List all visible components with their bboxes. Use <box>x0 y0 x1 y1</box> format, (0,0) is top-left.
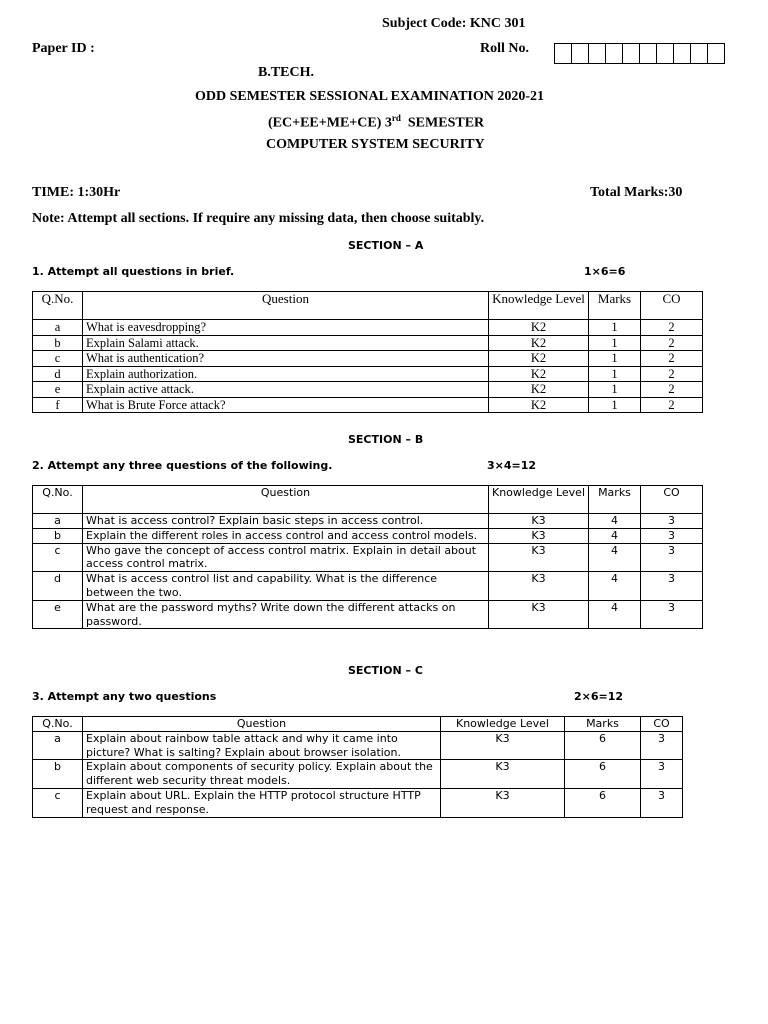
question-number: c <box>33 788 83 817</box>
question-number: b <box>33 528 83 543</box>
col-co: CO <box>641 486 703 514</box>
marks: 6 <box>565 788 641 817</box>
section-a-instruction: 1. Attempt all questions in brief. <box>32 265 235 278</box>
course-outcome: 3 <box>641 528 703 543</box>
question-text: What is access control? Explain basic steps in access control. <box>83 514 489 529</box>
table-row <box>33 335 703 351</box>
col-knowledge: Knowledge Level <box>489 486 589 514</box>
question-text: Explain about URL. Explain the HTTP protocol structure HTTP request and response. <box>83 788 441 817</box>
marks: 4 <box>589 572 641 601</box>
course-outcome: 2 <box>641 397 703 413</box>
roll-digit-box[interactable] <box>554 43 572 64</box>
question-number: a <box>33 514 83 529</box>
section-b-marks: 3×4=12 <box>487 459 537 472</box>
course-outcome: 3 <box>641 600 703 629</box>
col-co: CO <box>641 292 703 320</box>
course-outcome: 3 <box>641 760 683 789</box>
roll-digit-box[interactable] <box>571 43 589 64</box>
col-marks: Marks <box>589 292 641 320</box>
col-question: Question <box>83 486 489 514</box>
roll-digit-box[interactable] <box>622 43 640 64</box>
col-knowledge: Knowledge Level <box>489 292 589 320</box>
question-text: What is authentication? <box>83 351 489 367</box>
question-number: f <box>33 397 83 413</box>
marks: 4 <box>589 600 641 629</box>
question-text: Explain the different roles in access control and access control models. <box>83 528 489 543</box>
table-row <box>33 760 683 789</box>
section-c-marks: 2×6=12 <box>574 690 624 703</box>
note: Note: Attempt all sections. If require any missing data, then choose suitably. <box>32 211 485 226</box>
table-row <box>33 528 703 543</box>
col-qno: Q.No. <box>33 717 83 732</box>
semester-word: SEMESTER <box>407 115 485 131</box>
question-number: e <box>33 382 83 398</box>
knowledge-level: K2 <box>489 320 589 336</box>
table-row <box>33 543 703 572</box>
knowledge-level: K3 <box>489 514 589 529</box>
question-text: What is Brute Force attack? <box>83 397 489 413</box>
table-row <box>33 351 703 367</box>
table-row <box>33 514 703 529</box>
course-outcome: 2 <box>641 382 703 398</box>
knowledge-level: K3 <box>441 788 565 817</box>
knowledge-level: K2 <box>489 382 589 398</box>
course-outcome: 3 <box>641 514 703 529</box>
question-number: c <box>33 351 83 367</box>
marks: 1 <box>589 351 641 367</box>
question-number: a <box>33 320 83 336</box>
branches: (EC+EE+ME+CE) 3 <box>268 115 392 131</box>
table-row <box>33 600 703 629</box>
section-b-table <box>32 485 703 629</box>
question-text: Explain about rainbow table attack and why it came into picture? What is salting? Explain about browser isolation. <box>83 731 441 760</box>
marks: 1 <box>589 397 641 413</box>
knowledge-level: K3 <box>441 760 565 789</box>
question-text: Explain Salami attack. <box>83 335 489 351</box>
total-marks: Total Marks:30 <box>590 185 683 200</box>
roll-digit-box[interactable] <box>707 43 725 64</box>
table-row <box>33 572 703 601</box>
question-number: e <box>33 600 83 629</box>
question-number: d <box>33 572 83 601</box>
question-text: Explain active attack. <box>83 382 489 398</box>
knowledge-level: K2 <box>489 366 589 382</box>
course-outcome: 2 <box>641 366 703 382</box>
col-qno: Q.No. <box>33 292 83 320</box>
roll-digit-box[interactable] <box>673 43 691 64</box>
section-c-table <box>32 716 683 818</box>
section-b-title: SECTION – B <box>348 433 424 446</box>
col-co: CO <box>641 717 683 732</box>
course-outcome: 3 <box>641 572 703 601</box>
col-marks: Marks <box>589 486 641 514</box>
knowledge-level: K3 <box>489 543 589 572</box>
marks: 4 <box>589 543 641 572</box>
section-a-marks: 1×6=6 <box>584 265 626 278</box>
marks: 6 <box>565 731 641 760</box>
knowledge-level: K2 <box>489 335 589 351</box>
exam-title: ODD SEMESTER SESSIONAL EXAMINATION 2020-21 <box>195 89 545 104</box>
marks: 6 <box>565 760 641 789</box>
question-text: Who gave the concept of access control matrix. Explain in detail about access control matrix. <box>83 543 489 572</box>
table-row <box>33 320 703 336</box>
question-number: d <box>33 366 83 382</box>
time-label: TIME: 1:30Hr <box>32 185 121 200</box>
roll-digit-box[interactable] <box>656 43 674 64</box>
course-outcome: 3 <box>641 788 683 817</box>
question-text: What is eavesdropping? <box>83 320 489 336</box>
knowledge-level: K3 <box>441 731 565 760</box>
section-c-instruction: 3. Attempt any two questions <box>32 690 217 703</box>
table-row <box>33 397 703 413</box>
question-number: c <box>33 543 83 572</box>
paper-id-label: Paper ID : <box>32 41 95 56</box>
course-title: COMPUTER SYSTEM SECURITY <box>266 137 485 152</box>
course-outcome: 2 <box>641 351 703 367</box>
branches-semester <box>268 113 484 132</box>
question-text: What are the password myths? Write down the different attacks on password. <box>83 600 489 629</box>
degree: B.TECH. <box>258 65 315 80</box>
col-marks: Marks <box>565 717 641 732</box>
knowledge-level: K3 <box>489 528 589 543</box>
subject-code: Subject Code: KNC 301 <box>382 16 526 31</box>
question-number: a <box>33 731 83 760</box>
knowledge-level: K3 <box>489 572 589 601</box>
marks: 4 <box>589 514 641 529</box>
roll-digit-box[interactable] <box>605 43 623 64</box>
question-number: b <box>33 760 83 789</box>
col-question: Question <box>83 717 441 732</box>
question-text: Explain authorization. <box>83 366 489 382</box>
course-outcome: 3 <box>641 543 703 572</box>
roll-digit-box[interactable] <box>690 43 708 64</box>
course-outcome: 2 <box>641 320 703 336</box>
section-a-title: SECTION – A <box>348 239 424 252</box>
col-qno: Q.No. <box>33 486 83 514</box>
semester-superscript: rd <box>391 113 401 123</box>
col-knowledge: Knowledge Level <box>441 717 565 732</box>
roll-digit-box[interactable] <box>588 43 606 64</box>
section-a-table <box>32 291 703 413</box>
question-text: Explain about components of security policy. Explain about the different web security threat models. <box>83 760 441 789</box>
marks: 1 <box>589 335 641 351</box>
roll-no-label: Roll No. <box>480 41 529 56</box>
section-b-instruction: 2. Attempt any three questions of the following. <box>32 459 333 472</box>
course-outcome: 2 <box>641 335 703 351</box>
table-row <box>33 366 703 382</box>
marks: 1 <box>589 382 641 398</box>
course-outcome: 3 <box>641 731 683 760</box>
marks: 4 <box>589 528 641 543</box>
table-row <box>33 788 683 817</box>
marks: 1 <box>589 320 641 336</box>
roll-number-boxes[interactable] <box>555 43 725 64</box>
question-number: b <box>33 335 83 351</box>
question-text: What is access control list and capability. What is the difference between the two. <box>83 572 489 601</box>
table-row <box>33 382 703 398</box>
knowledge-level: K2 <box>489 351 589 367</box>
col-question: Question <box>83 292 489 320</box>
knowledge-level: K3 <box>489 600 589 629</box>
marks: 1 <box>589 366 641 382</box>
table-row <box>33 731 683 760</box>
knowledge-level: K2 <box>489 397 589 413</box>
roll-digit-box[interactable] <box>639 43 657 64</box>
section-c-title: SECTION – C <box>348 664 423 677</box>
